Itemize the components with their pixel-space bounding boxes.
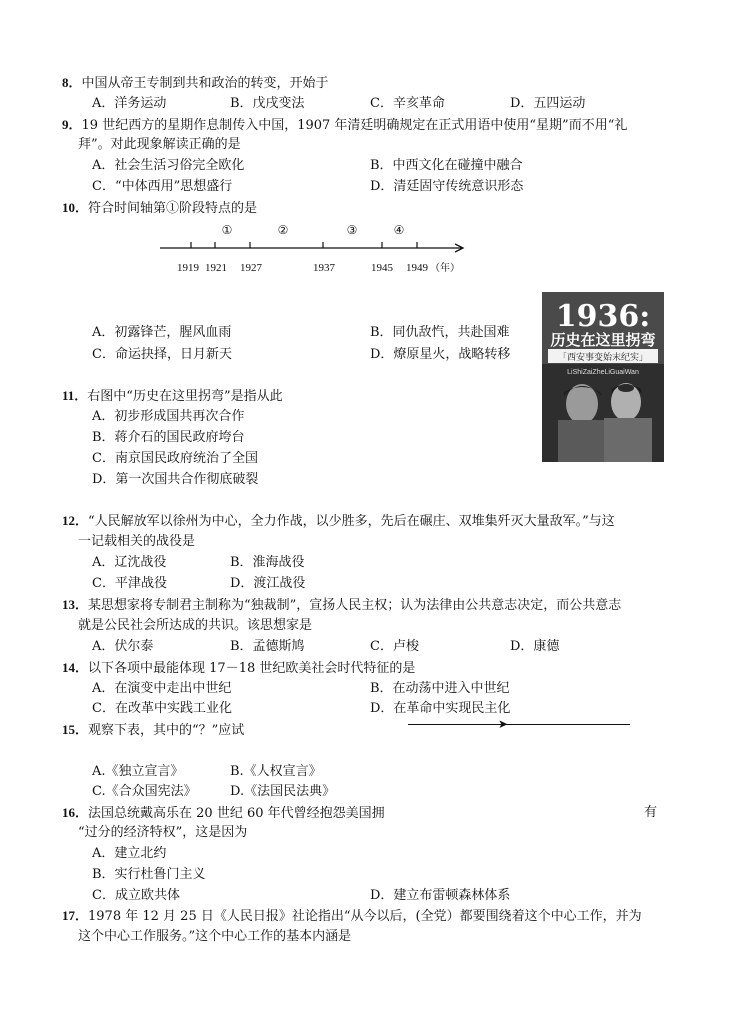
- q15-option-c: C.《合众国宪法》: [92, 784, 197, 799]
- book-cover-art: [542, 292, 664, 462]
- year-label-1945: 1945: [371, 262, 393, 274]
- question-14: [62, 659, 415, 678]
- year-label-1927: 1927: [240, 262, 262, 274]
- question-stem: “人民解放军以徐州为中心，全力作战，以少胜多，先后在碾庄、双堆集歼灭大量敌军。”与这: [88, 514, 615, 529]
- question-number: 17．: [62, 908, 89, 923]
- q8-option-a: A．洋务运动: [92, 96, 167, 111]
- q14-option-d: D．在革命中实现民主化: [370, 701, 511, 716]
- q16-option-c: C．成立欧共体: [92, 888, 180, 903]
- q12-option-d: D．渡江战役: [230, 576, 306, 591]
- question-8: [62, 74, 329, 93]
- q9-option-a: A．社会生活习俗完全欧化: [92, 158, 245, 173]
- question-stem: 符合时间轴第①阶段特点的是: [88, 201, 258, 216]
- question-9-stem-cont: 拜”。对此现象解读正确的是: [78, 137, 241, 152]
- question-12: [62, 512, 615, 531]
- q10-option-a: A．初露锋芒，腥风血雨: [92, 325, 232, 340]
- question-17-stem-cont: 这个中心工作服务。”这个中心工作的基本内涵是: [78, 929, 352, 944]
- q12-option-a: A．辽沈战役: [92, 555, 167, 570]
- q11-option-c: C．南京国民政府统治了全国: [92, 451, 258, 466]
- question-15: [62, 721, 244, 740]
- q8-option-b: B．戊戌变法: [230, 96, 305, 111]
- year-label-1937: 1937: [313, 262, 335, 274]
- book-title: 历史在这里拐弯: [550, 331, 656, 349]
- question-16-stem-cont: “过分的经济特权”，这是因为: [78, 825, 248, 840]
- q11-option-b: B．蒋介石的国民政府垮台: [92, 430, 245, 445]
- q12-option-b: B．淮海战役: [230, 555, 305, 570]
- book-cover-image: [542, 292, 664, 462]
- question-stem: 法国总统戴高乐在 20 世纪 60 年代曾经抱怨美国拥: [88, 806, 385, 821]
- question-9: [62, 116, 627, 135]
- question-stem: 某思想家将专制君主制称为“独裁制”，宣扬人民主权；认为法律由公共意志决定，而公共意志: [88, 598, 622, 613]
- q9-option-d: D．清廷固守传统意识形态: [370, 179, 524, 194]
- year-unit-label: （年）: [430, 263, 460, 274]
- q10-option-c: C．命运抉择，日月新天: [92, 347, 232, 362]
- question-stem: 右图中“历史在这里拐弯”是指从此: [87, 389, 283, 404]
- q15-option-a: A.《独立宣言》: [92, 764, 184, 779]
- q8-option-d: D．五四运动: [510, 96, 586, 111]
- q11-option-a: A．初步形成国共再次合作: [92, 409, 245, 424]
- q13-option-d: D．康德: [510, 639, 560, 654]
- q15-option-b: B.《人权宣言》: [230, 764, 322, 779]
- book-year: 1936:: [555, 299, 651, 334]
- question-10: [62, 199, 257, 218]
- year-label-1919: 1919: [177, 262, 199, 274]
- question-number: 9．: [62, 117, 82, 132]
- q16-option-b: B．实行杜鲁门主义: [92, 867, 206, 882]
- q8-option-c: C．辛亥革命: [370, 96, 445, 111]
- question-number: 11．: [62, 388, 88, 403]
- question-11: [62, 387, 283, 406]
- question-stem: 以下各项中最能体现 17－18 世纪欧美社会时代特征的是: [88, 661, 416, 676]
- question-number: 12．: [62, 513, 89, 528]
- q13-option-a: A．伏尔泰: [92, 639, 154, 654]
- question-number: 14．: [62, 660, 89, 675]
- question-stem: 观察下表，其中的“？”应试: [88, 723, 245, 738]
- question-16: [62, 804, 385, 823]
- question-number: 16．: [62, 805, 89, 820]
- question-13-stem-cont: 就是公民社会所达成的共识。该思想家是: [78, 618, 313, 633]
- q9-option-b: B．中西文化在碰撞中融合: [370, 158, 523, 173]
- timeline-diagram: [155, 220, 475, 276]
- stage-label-2: ②: [277, 223, 289, 237]
- question-number: 10．: [62, 200, 89, 215]
- question-stem: 1978 年 12 月 25 日《人民日报》社论指出“从今以后，(全党）都要围绕着这个中心工作，并为: [88, 909, 642, 924]
- q10-option-b: B．同仇敌忾，共赴国难: [370, 325, 510, 340]
- q15-option-d: D.《法国民法典》: [230, 784, 336, 799]
- question-number: 15．: [62, 722, 89, 737]
- q16-option-d: D．建立布雷顿森林体系: [370, 888, 511, 903]
- q15-arrow-head: ➤: [498, 717, 509, 731]
- q10-option-d: D．燎原星火，战略转移: [370, 347, 511, 362]
- q13-option-c: C．卢梭: [370, 639, 419, 654]
- q14-option-a: A．在演变中走出中世纪: [92, 681, 232, 696]
- q12-option-c: C．平津战役: [92, 576, 167, 591]
- question-13: [62, 596, 621, 615]
- q16-option-a: A．建立北约: [92, 846, 167, 861]
- year-label-1921: 1921: [205, 262, 227, 274]
- question-number: 8．: [62, 75, 82, 90]
- book-pinyin: LiShiZaiZheLiGuaiWan: [567, 369, 639, 376]
- q14-option-b: B．在动荡中进入中世纪: [370, 681, 510, 696]
- q11-option-d: D．第一次国共合作彻底破裂: [92, 472, 259, 487]
- question-16-stem-tail: 有: [644, 805, 658, 820]
- question-12-stem-cont: 一记载相关的战役是: [78, 534, 196, 549]
- question-17: [62, 907, 642, 926]
- q13-option-b: B．孟德斯鸠: [230, 639, 305, 654]
- question-number: 13．: [62, 597, 89, 612]
- q9-option-c: C．“中体西用”思想盛行: [92, 179, 233, 194]
- book-subtitle: 「西安事变始末纪实」: [557, 353, 649, 363]
- stage-label-1: ①: [221, 223, 233, 237]
- year-label-1949: 1949: [406, 262, 428, 274]
- stage-label-4: ④: [393, 223, 405, 237]
- stage-label-3: ③: [346, 223, 358, 237]
- question-stem: 中国从帝王专制到共和政治的转变，开始于: [81, 76, 329, 91]
- q14-option-c: C．在改革中实践工业化: [92, 701, 232, 716]
- question-stem: 19 世纪西方的星期作息制传入中国，1907 年清廷明确规定在正式用语中使用“星期”而不用“礼: [81, 118, 628, 133]
- q15-arrow-line: [408, 724, 630, 725]
